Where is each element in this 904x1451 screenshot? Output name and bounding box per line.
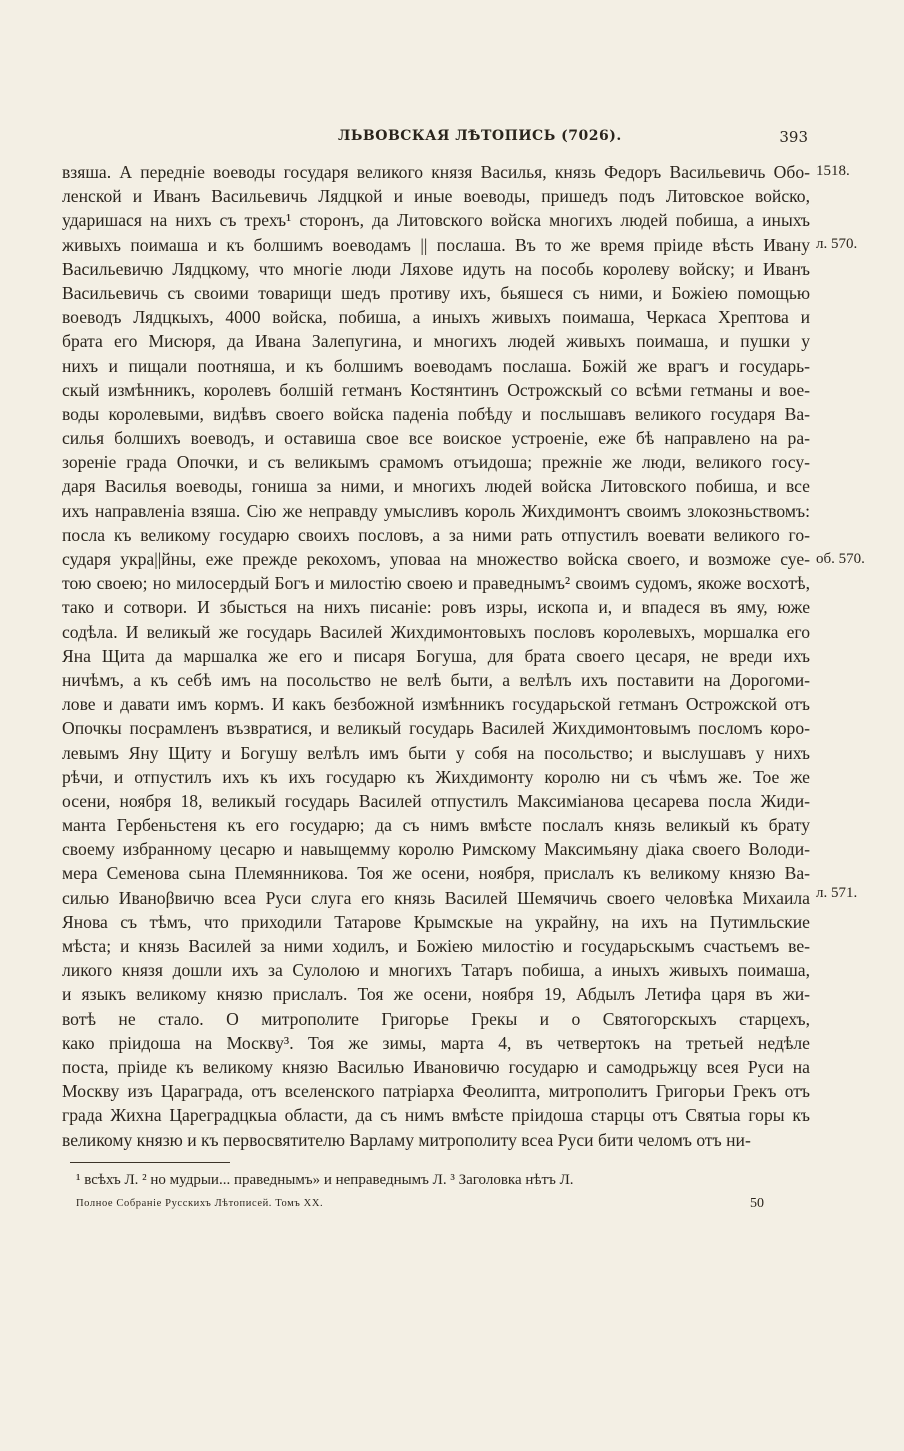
text-line: вотѣ не стало. О митрополите Григорье Грекы и о Святогорскыхъ старцехъ, (62, 1008, 810, 1029)
text-line: ликого князя дошли ихъ за Сулолою и многихъ Татаръ побиша, а иныхъ живыхъ поимаша, (62, 960, 810, 981)
text-line: сударя укра||йны, еже прежде рекохомъ, уповаа на множество войска своего, и возможе суе- (62, 549, 810, 569)
text-line: великому князю и къ первосвятителю Варламу митрополиту всеа Руси бити челомъ отъ ни- (62, 1129, 751, 1150)
text-line: лове и давати имъ кормъ. И какъ безбожной измѣнникъ государьской гетманъ Острожской отъ (62, 694, 810, 715)
text-line: левымъ Яну Щиту и Богушу велѣлъ имъ быти у собя на посольство; и выслушавъ у нихъ (62, 742, 810, 763)
collection-title: Полное Собраніе Русскихъ Лѣтописей. Томъ XX. (76, 1198, 324, 1209)
text-line: тою своею; но милосердый Богъ и милостію своею и праведнымъ² своимъ судомъ, якоже восхотѣ, (62, 573, 810, 594)
text-line: силью Иваноβвичю всеа Руси слуга его князь Василей Шемячичь своего человѣка Михаила (62, 887, 810, 908)
text-line: брата его Мисюря, да Ивана Залепугина, и многихъ людей живыхъ поимаша, и пушки у (62, 331, 810, 352)
sheet-number: 50 (750, 1196, 764, 1211)
text-line: зореніе града Опочки, и съ великымъ срамомъ отъидоша; прежніе же люди, великого госу- (62, 452, 810, 473)
text-line: осени, ноября 18, великый государь Василей отпустилъ Максиміанова цесарева посла Жиди- (62, 790, 810, 811)
text-line: посла къ великому государю своихъ пословъ, а за ними рать отпустилъ воевати великого го- (62, 524, 810, 545)
text-line: силья болшихъ воеводъ, и оставиша свое все воиское устроеніе, еже бѣ направлено на ра- (62, 428, 810, 449)
text-line: манта Гербеньстеня къ его государю; да съ нимъ вмѣсте послалъ князь великый къ брату (62, 815, 810, 836)
margin-note-leaf-571: л. 571. (816, 885, 858, 901)
text-line: Москву изъ Цараграда, отъ вселенского патріарха Феолипта, митрополитъ Григорьи Грекъ отъ (62, 1081, 810, 1102)
text-line: живыхъ поимаша и къ болшимъ воеводамъ || послаша. Въ то же время пріиде вѣсть Ивану (62, 234, 810, 255)
text-line: Янова съ тѣмъ, что приходили Татарове Крымскые на украйну, на ихъ на Путимльские (62, 911, 810, 932)
text-line: ничѣмъ, а къ себѣ имъ на посольство не велѣ быти, а велѣлъ ихъ поставити на Дорогоми- (62, 669, 810, 690)
text-line: взяша. А передніе воеводы государя великого князя Василья, князь Федоръ Васильевичь Обо- (62, 162, 810, 182)
page-header (60, 128, 820, 152)
footnote-divider (70, 1162, 230, 1163)
text-line: нихъ и пищали поотняша, и къ болшимъ воеводамъ послаша. Божій же врагъ и государь- (62, 355, 810, 376)
text-line: Васильевичю Лядцкому, что многіе люди Ляхове идуть на пособь королеву войску; и Иванъ (62, 258, 810, 279)
page-number: 393 (779, 128, 808, 146)
text-line: мера Семенова сына Племянникова. Тоя же осени, ноября, прислалъ къ великому князю Ва- (62, 863, 810, 884)
text-line: воеводъ Лядцкыхъ, 4000 войска, побиша, а иныхъ живыхъ поимаша, Черкаса Хрептова и (62, 307, 810, 328)
text-line: Опочкы посрамленъ възвратися, и великый государь Василей Жихдимонтовымъ посломъ коро- (62, 718, 810, 739)
text-line: и языкъ великому князю прислалъ. Тоя же осени, ноября 19, Абдылъ Летифа царя въ жи- (62, 984, 810, 1005)
margin-note-leaf-570: л. 570. (816, 236, 858, 252)
text-line: града Жихна Цареградцкыа области, да съ нимъ вмѣсте пріидоша старцы отъ Святыа горы къ (62, 1105, 810, 1126)
text-line: содѣла. И великый же государь Василей Жихдимонтовыхъ пословъ королевыхъ, моршалка его (62, 621, 810, 642)
text-line: ленской и Иванъ Васильевичь Лядцкой и иные воеводы, пришедъ подъ Литовское войско, (62, 186, 810, 207)
text-line: Яна Щита да маршалка же его и писаря Богуша, для брата своего цесаря, не вреди ихъ (62, 645, 810, 666)
text-line: како пріидоша на Москву³. Тоя же зимы, марта 4, въ четвертокъ на третьей недѣле (62, 1032, 810, 1053)
footnotes: ¹ всѣхъ Л. ² но мудрыи... праведнымъ» и неправеднымъ Л. ³ Заголовка нѣтъ Л. (76, 1172, 574, 1188)
text-line: мѣста; и князь Василей за ними ходилъ, и Божіею милостію и государьскымъ счастьемъ ве- (62, 936, 810, 956)
page-footer (76, 1198, 776, 1216)
text-line: рѣчи, и отпустилъ ихъ къ ихъ государю къ Жихдимонту королю ни съ чѣмъ же. Тое же (62, 766, 810, 787)
margin-note-leaf-570-verso: об. 570. (816, 551, 865, 567)
body-text (62, 160, 810, 1152)
text-line: своему избранному цесарю и навыщемму королю Римскому Максимьяну діака своего Володи- (62, 839, 810, 860)
text-line: ихъ направленіа взяша. Сію же неправду умысливъ король Жихдимонтъ своимъ злокозньствомъ: (62, 500, 810, 521)
text-line: тако и сотвори. И збысться на нихъ писаніе: ровъ изры, ископа и, и впадеся въ яму, юже (62, 597, 810, 618)
running-title: ЛЬВОВСКАЯ ЛѢТОПИСЬ (7026). (338, 128, 622, 144)
text-line: даря Василья воеводы, гониша за ними, и многихъ людей войска Литовского побиша, и все (62, 476, 810, 497)
text-line: поста, пріиде къ великому князю Василью Ивановичю государю и самодрьжцу всея Руси на (62, 1056, 810, 1077)
text-line: скый измѣнникъ, королевъ болшій гетманъ Костянтинъ Острожскый со всѣми гетманы и вое- (62, 379, 810, 400)
text-line: ударишася на нихъ съ трехъ¹ сторонъ, да Литовского войска многихъ людей побиша, а иныхъ (62, 210, 810, 231)
margin-note-year: 1518. (816, 163, 850, 179)
text-line: воды королевыми, видѣвъ своего войска паденіа побѣду и послышавъ великого государя Ва- (62, 403, 810, 424)
text-line: Васильевичь съ своими товарищи шедъ противу ихъ, бьяшеся съ ними, и Божіею помощью (62, 282, 810, 303)
